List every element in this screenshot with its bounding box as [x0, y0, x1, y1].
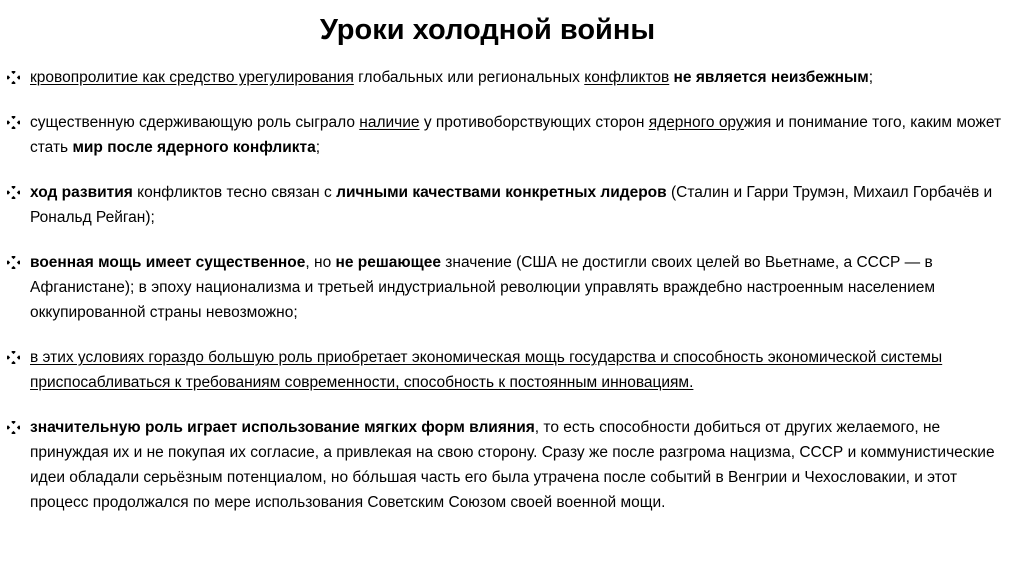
bold-text: военная мощь имеет существенное	[30, 254, 306, 271]
text-segment: конфликтов тесно связан с	[132, 184, 337, 201]
bold-text: личными качествами конкретных лидеров	[336, 184, 667, 201]
text-segment: жия и понимание того, каким может стать	[30, 114, 1002, 156]
text-segment: существенную сдерживающую роль сыграло	[30, 114, 360, 131]
text-segment: (Сталин и Гарри Трумэн, Михаил Горбачёв и Рональд Рейган);	[30, 184, 993, 226]
text-segment: значение (США не достигли своих целей во Вьетнаме, а СССР — в Афганистане); в эпоху национализма и третьей индустриальной революции управлять враждебно настроенным населением оккупированной страны невозможно;	[30, 254, 936, 321]
bold-text: значительную роль играет использование мягких форм влияния	[30, 419, 535, 436]
bullet-item	[7, 345, 1019, 395]
bold-text: не является неизбежным	[673, 69, 869, 86]
underlined-text: кровопролитие как средство урегулирования	[30, 69, 354, 86]
bullet-text	[30, 114, 1001, 156]
bold-text: не решающее	[335, 254, 441, 271]
diamond-bullet-icon	[7, 345, 27, 370]
text-segment: , то есть способности добиться от других желаемого, не принуждая их и не покупая их согласие, а привлекая на свою сторону. Сразу же после разгрома нацизма, СССР и коммунистические идеи обладали серьёзным потенциалом, но бóльшая часть его была утрачена после событий в Венгрии и Чехословакии, и этот процесс продолжался по мере использования Советским Союзом своей военной мощи.	[30, 419, 995, 511]
bullet-item	[7, 415, 1019, 515]
bullet-list	[7, 65, 1019, 515]
text-segment: , но	[305, 254, 336, 271]
bullet-item	[7, 110, 1019, 160]
bold-text: ход развития	[30, 184, 133, 201]
slide-title: Уроки холодной войны	[319, 14, 656, 46]
bullet-item	[7, 180, 1019, 230]
bullet-item	[7, 65, 1019, 90]
diamond-bullet-icon	[7, 110, 27, 135]
bullet-text	[30, 254, 935, 321]
bullet-text	[30, 349, 942, 391]
underlined-text: ядерного ору	[648, 114, 744, 131]
text-segment: ;	[315, 139, 321, 156]
diamond-bullet-icon	[7, 65, 27, 90]
bullet-text	[30, 419, 995, 511]
text-segment: ;	[868, 69, 874, 86]
bold-text: мир после ядерного конфликта	[72, 139, 316, 156]
underlined-text: конфликтов	[584, 69, 670, 86]
diamond-bullet-icon	[7, 415, 27, 440]
diamond-bullet-icon	[7, 250, 27, 275]
underlined-text: наличие	[359, 114, 420, 131]
text-segment: у противоборствующих сторон	[419, 114, 649, 131]
diamond-bullet-icon	[7, 180, 27, 205]
text-segment: глобальных или региональных	[353, 69, 585, 86]
underlined-text: в этих условиях гораздо большую роль приобретает экономическая мощь государства и способность экономической системы приспосабливаться к требованиям современности, способность к постоянным инновациям.	[30, 349, 943, 391]
bullet-text	[30, 69, 873, 86]
bullet-text	[30, 184, 992, 226]
bullet-item	[7, 250, 1019, 325]
